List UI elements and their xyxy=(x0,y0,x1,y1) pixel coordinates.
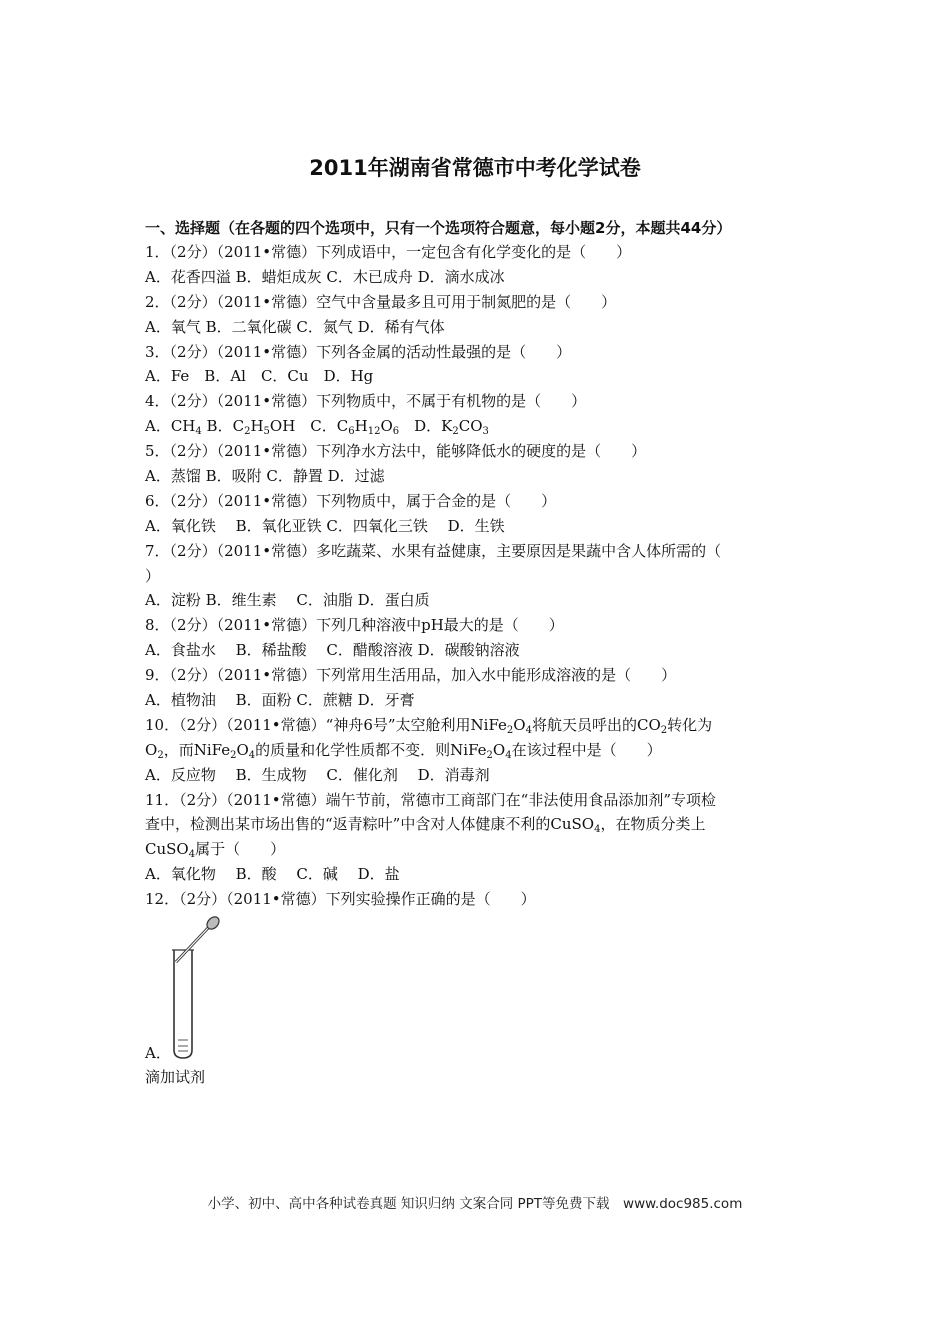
question-10-cont: $O_2$，而$NiFe_2O_4$的质量和化学性质都不变．则$NiFe_2O_4$在该过程中是（ ） xyxy=(145,740,662,761)
question-10-options: A．反应物 B．生成物 C．催化剂 D．消毒剂 xyxy=(145,765,490,784)
question-4: 4．（2分）（2011•常德）下列物质中，不属于有机物的是（ ） xyxy=(145,392,587,411)
question-list xyxy=(145,240,810,912)
question-12: 12．（2分）（2011•常德）下列实验操作正确的是（ ） xyxy=(145,890,536,909)
question-3: 3．（2分）（2011•常德）下列各金属的活动性最强的是（ ） xyxy=(145,342,572,361)
question-11-cont: 查中，检测出某市场出售的“返青粽叶”中含对人体健康不利的CuSO$_4$，在物质分类上 xyxy=(145,815,706,836)
question-3-options: A．Fe B．Al C．Cu D．Hg xyxy=(145,367,374,386)
question-2-options: A．氧气 B．二氧化碳 C．氮气 D．稀有气体 xyxy=(145,317,445,336)
question-5-options: A．蒸馏 B．吸附 C．静置 D．过滤 xyxy=(145,467,385,486)
question-9: 9．（2分）（2011•常德）下列常用生活用品，加入水中能形成溶液的是（ ） xyxy=(145,666,677,685)
question-2: 2．（2分）（2011•常德）空气中含量最多且可用于制氮肥的是（ ） xyxy=(145,292,617,311)
question-9-options: A．植物油 B．面粉 C．蔗糖 D．牙膏 xyxy=(145,691,415,710)
question-6-options: A．氧化铁 B．氧化亚铁 C．四氧化三铁 D．生铁 xyxy=(145,516,505,535)
figure-caption: 滴加试剂 xyxy=(145,1068,206,1086)
question-7-options: A．淀粉 B．维生素 C．油脂 D．蛋白质 xyxy=(145,591,430,610)
question-12-option-a: A． xyxy=(145,1044,171,1062)
question-8: 8．（2分）（2011•常德）下列几种溶液中pH最大的是（ ） xyxy=(145,616,564,635)
dropper-test-tube-figure xyxy=(168,910,228,1062)
question-7-cont: ） xyxy=(145,566,161,585)
exam-title: 2011年湖南省常德市中考化学试卷 xyxy=(309,156,641,180)
question-5: 5．（2分）（2011•常德）下列净水方法中，能够降低水的硬度的是（ ） xyxy=(145,442,647,461)
section-heading: 一、选择题（在各题的四个选项中，只有一个选项符合题意，每小题2分，本题共44分） xyxy=(145,219,732,237)
question-11-options: A．氧化物 B．酸 C．碱 D．盐 xyxy=(145,865,400,884)
question-8-options: A．食盐水 B．稀盐酸 C．醋酸溶液 D．碳酸钠溶液 xyxy=(145,641,520,660)
question-10: 10．（2分）（2011•常德）“神舟6号”太空舱利用$NiFe_2O_4$将航天员呼出的$CO_2$转化为 xyxy=(145,715,713,736)
question-7: 7．（2分）（2011•常德）多吃蔬菜、水果有益健康，主要原因是果蔬中含人体所需的（ xyxy=(145,541,722,560)
footer: 小学、初中、高中各种试卷真题 知识归纳 文案合同 PPT等免费下载 www.doc985.com xyxy=(207,1196,743,1212)
question-11-cont2: CuSO$_4$属于（ ） xyxy=(145,840,286,861)
question-6: 6．（2分）（2011•常德）下列物质中，属于合金的是（ ） xyxy=(145,491,557,510)
question-4-options: A．$CH_4$ B．$C_2H_5OH$ C．$C_6H_{12}O_6$ D．$K_2CO_3$ xyxy=(145,417,489,438)
question-1: 1．（2分）（2011•常德）下列成语中，一定包含有化学变化的是（ ） xyxy=(145,243,632,261)
question-1-options: A．花香四溢 B．蜡炬成灰 C．木已成舟 D．滴水成冰 xyxy=(145,267,505,286)
question-11: 11．（2分）（2011•常德）端午节前，常德市工商部门在“非法使用食品添加剂”专项检 xyxy=(145,790,716,809)
